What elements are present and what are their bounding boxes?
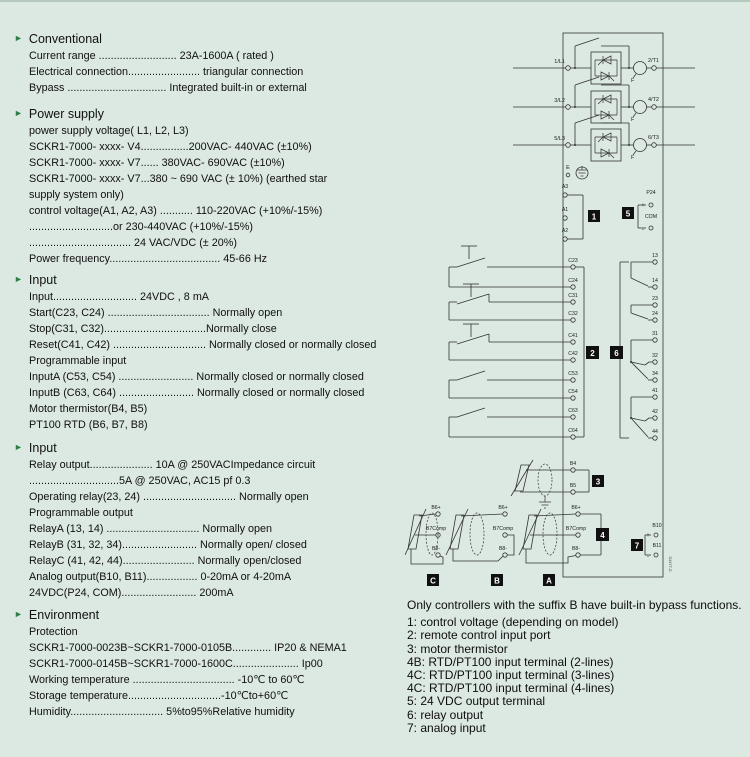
spec-line: Programmable input <box>29 355 127 367</box>
svg-text:+: + <box>641 203 645 209</box>
current-sensor-icon <box>634 62 647 75</box>
spec-line: 24VDC(P24, COM)......................... 200mA <box>29 587 234 599</box>
section-conventional <box>14 30 420 96</box>
spec-line: SCKR1-7000- xxxx- V7...380 ~ 690 VAC (± 10%) (earthed star <box>29 173 328 185</box>
svg-text:B6+: B6+ <box>498 505 508 511</box>
terminal-label: A3 <box>561 184 569 190</box>
note-item: 7: analog input <box>407 720 486 735</box>
svg-text:C42: C42 <box>568 351 578 357</box>
svg-text:B7Comp: B7Comp <box>492 526 514 532</box>
rtd-variant-b <box>446 505 514 586</box>
svg-text:B7Comp: B7Comp <box>565 526 587 532</box>
svg-text:B6+: B6+ <box>431 505 441 511</box>
terminal-label: A2 <box>561 228 569 234</box>
spec-line: Power frequency..................................... 45-66 Hz <box>29 253 268 265</box>
spec-line: RelayA (13, 14) ............................... Normally open <box>29 523 273 535</box>
section-title: Conventional <box>28 32 102 46</box>
cable-shield-icon <box>538 464 552 496</box>
spec-line: supply system only) <box>29 189 124 201</box>
spec-line: Reset(C41, C42) ............................... Normally closed or normally closed <box>29 339 377 351</box>
svg-text:C64: C64 <box>568 428 578 434</box>
relay-a-contacts <box>631 253 658 289</box>
fan-label: F <box>631 155 635 161</box>
svg-text:B6+: B6+ <box>571 505 581 511</box>
svg-text:A: A <box>546 576 552 586</box>
svg-text:B7Comp: B7Comp <box>425 526 447 532</box>
svg-text:13: 13 <box>652 253 658 259</box>
terminal-label: 1/L1 <box>554 59 565 65</box>
spec-line: SCKR1-7000-0023B~SCKR1-7000-0105B............. IP20 & NEMA1 <box>29 642 347 654</box>
phase-l3 <box>513 115 695 161</box>
current-sensor-icon <box>634 101 647 114</box>
section-input-output <box>14 439 420 601</box>
section-title: Input <box>28 273 57 287</box>
svg-text:41: 41 <box>652 388 658 394</box>
remote-input-reset <box>449 324 578 362</box>
spec-line: RelayB (31, 32, 34)......................... Normally open/ closed <box>29 539 307 551</box>
svg-text:5: 5 <box>625 209 631 219</box>
svg-text:31: 31 <box>652 331 658 337</box>
fan-label: F <box>631 117 635 123</box>
spec-line: SCKR1-7000-0145B~SCKR1-7000-1600C...................... Ip00 <box>29 658 323 670</box>
svg-text:B10: B10 <box>652 523 662 529</box>
svg-text:C53: C53 <box>568 371 578 377</box>
spec-line: Start(C23, C24) .................................. Normally open <box>29 307 283 319</box>
cable-shield-icon <box>470 513 484 555</box>
spec-line: ............................or 230-440VAC (+10%/-15%) <box>29 221 253 233</box>
spec-line: Input............................ 24VDC , 8 mA <box>29 291 210 303</box>
remote-input-a <box>449 371 578 400</box>
note-item: 4C: RTD/PT100 input terminal (4-lines) <box>407 681 615 696</box>
relay-op-contacts <box>631 296 658 322</box>
svg-text:42: 42 <box>652 409 658 415</box>
note-item: 6: relay output <box>407 707 484 722</box>
note-item: 1: control voltage (depending on model) <box>407 615 619 630</box>
svg-text:C54: C54 <box>568 389 578 395</box>
svg-text:23: 23 <box>652 296 658 302</box>
svg-text:7: 7 <box>634 541 640 551</box>
terminal-label: COM <box>644 214 658 220</box>
svg-text:C: C <box>430 576 436 586</box>
svg-text:B11: B11 <box>652 543 662 549</box>
relay-bracket <box>610 262 629 438</box>
dc-output-terminals <box>622 190 657 233</box>
svg-text:1: 1 <box>591 212 597 222</box>
spec-line: SCKR1-7000- xxxx- V4................200VAC- 440VAC (±10%) <box>29 141 312 153</box>
svg-text:+: + <box>646 533 650 539</box>
terminal-label: A1 <box>561 207 569 213</box>
earth-terminal <box>566 165 588 179</box>
svg-text:C31: C31 <box>568 293 578 299</box>
section-input-control <box>14 271 420 433</box>
remote-input-bracket <box>575 267 599 437</box>
note-item: 5: 24 VDC output terminal <box>407 694 546 709</box>
svg-text:34: 34 <box>652 371 658 377</box>
svg-text:B: B <box>494 576 500 586</box>
spec-line: .................................. 24 VAC/VDC (± 20%) <box>29 237 237 249</box>
svg-text:B4: B4 <box>569 461 577 467</box>
remote-input-start <box>449 246 578 289</box>
thermistor-input <box>511 460 604 508</box>
terminal-label: 4/T2 <box>647 97 659 103</box>
remote-input-b <box>449 408 578 439</box>
svg-text:B8-: B8- <box>498 546 508 552</box>
svg-text:B5: B5 <box>569 483 577 489</box>
section-arrow-icon: ► <box>14 32 23 43</box>
spec-line: Electrical connection........................ triangular connection <box>29 66 304 78</box>
spec-line: RelayC (41, 42, 44)........................ Normally open/closed <box>29 555 302 567</box>
spec-line: Operating relay(23, 24) ............................... Normally open <box>29 491 309 503</box>
relay-c-contacts <box>630 388 658 440</box>
svg-text:B8-: B8- <box>431 546 441 552</box>
spec-line: Working temperature .................................. -10℃ to 60℃ <box>29 674 305 686</box>
spec-line: Relay output..................... 10A @ 250VACImpedance circuit <box>29 459 316 471</box>
spec-line: Bypass ................................. Integrated built-in or external <box>29 82 307 94</box>
wiring-diagram <box>405 18 750 598</box>
drawing-number: D4477.D <box>668 556 672 572</box>
section-arrow-icon: ► <box>14 608 23 619</box>
cable-shield-icon <box>543 513 557 555</box>
spec-line: SCKR1-7000- xxxx- V7...... 380VAC- 690VAC (±10%) <box>29 157 285 169</box>
svg-text:C32: C32 <box>568 311 578 317</box>
svg-text:24: 24 <box>652 311 658 317</box>
svg-text:B8-: B8- <box>571 546 581 552</box>
control-voltage-terminals <box>562 184 600 241</box>
svg-text:C23: C23 <box>568 258 578 264</box>
svg-text:-: - <box>647 554 649 560</box>
svg-text:C24: C24 <box>568 278 578 284</box>
section-power-supply <box>14 105 420 267</box>
terminal-label: 2/T1 <box>647 58 659 64</box>
spec-line: power supply voltage( L1, L2, L3) <box>29 125 189 137</box>
spec-line: Programmable output <box>29 507 133 519</box>
rtd-variant-a <box>519 505 609 586</box>
top-border <box>0 0 750 2</box>
section-arrow-icon: ► <box>14 107 23 118</box>
rtd-variant-c <box>405 505 446 586</box>
svg-text:2: 2 <box>590 348 595 358</box>
svg-text:14: 14 <box>652 278 658 284</box>
svg-text:6: 6 <box>614 348 619 358</box>
svg-text:32: 32 <box>652 353 658 359</box>
section-title: Power supply <box>28 107 104 121</box>
terminal-label: 6/T3 <box>647 135 659 141</box>
fan-label: F <box>631 78 635 84</box>
section-environment <box>14 606 420 720</box>
notes-intro: Only controllers with the suffix B have built-in bypass functions. <box>407 598 742 612</box>
terminal-label: P24 <box>646 190 656 196</box>
svg-text:C63: C63 <box>568 408 578 414</box>
svg-text:-: - <box>642 227 644 233</box>
spec-line: InputA (C53, C54) ......................... Normally closed or normally closed <box>29 371 364 383</box>
section-arrow-icon: ► <box>14 441 23 452</box>
svg-text:44: 44 <box>652 429 658 435</box>
svg-text:C41: C41 <box>568 333 578 339</box>
spec-line: Stop(C31, C32)..................................Normally close <box>29 323 277 335</box>
section-arrow-icon: ► <box>14 273 23 284</box>
note-item: 4B: RTD/PT100 input terminal (2-lines) <box>407 654 614 669</box>
spec-line: InputB (C63, C64) ......................... Normally closed or normally closed <box>29 387 365 399</box>
terminal-label: 3/L2 <box>554 98 565 104</box>
spec-line: Humidity............................... 5%to95%Relative humidity <box>29 706 295 718</box>
spec-line: PT100 RTD (B6, B7, B8) <box>29 419 148 431</box>
thyristor-module <box>591 52 621 84</box>
note-item: 2: remote control input port <box>407 628 551 643</box>
current-sensor-icon <box>634 139 647 152</box>
terminal-label: 5/L3 <box>554 136 565 142</box>
spec-line: Motor thermistor(B4, B5) <box>29 403 148 415</box>
section-title: Input <box>28 441 57 455</box>
spec-line: ..............................5A @ 250VAC, AC15 pf 0.3 <box>29 475 251 487</box>
spec-line: control voltage(A1, A2, A3) ........... 110-220VAC (+10%/-15%) <box>29 205 323 217</box>
relay-b-contacts <box>630 331 658 382</box>
spec-line: Protection <box>29 626 78 638</box>
svg-text:3: 3 <box>595 477 601 487</box>
section-title: Environment <box>28 608 100 622</box>
spec-line: Analog output(B10, B11)................. 0-20mA or 4-20mA <box>29 571 292 583</box>
note-item: 4C: RTD/PT100 input terminal (3-lines) <box>407 668 615 683</box>
diagram-notes <box>407 599 747 735</box>
analog-output-terminals <box>631 523 662 560</box>
phase-l1 <box>513 38 695 84</box>
remote-input-stop <box>449 284 578 322</box>
spec-line: Storage temperature...............................-10℃to+60℃ <box>29 690 289 702</box>
svg-text:4: 4 <box>600 530 605 540</box>
note-item: 3: motor thermistor <box>407 641 508 656</box>
spec-line: Current range .......................... 23A-1600A ( rated ) <box>29 50 274 62</box>
terminal-label: E <box>566 165 570 171</box>
